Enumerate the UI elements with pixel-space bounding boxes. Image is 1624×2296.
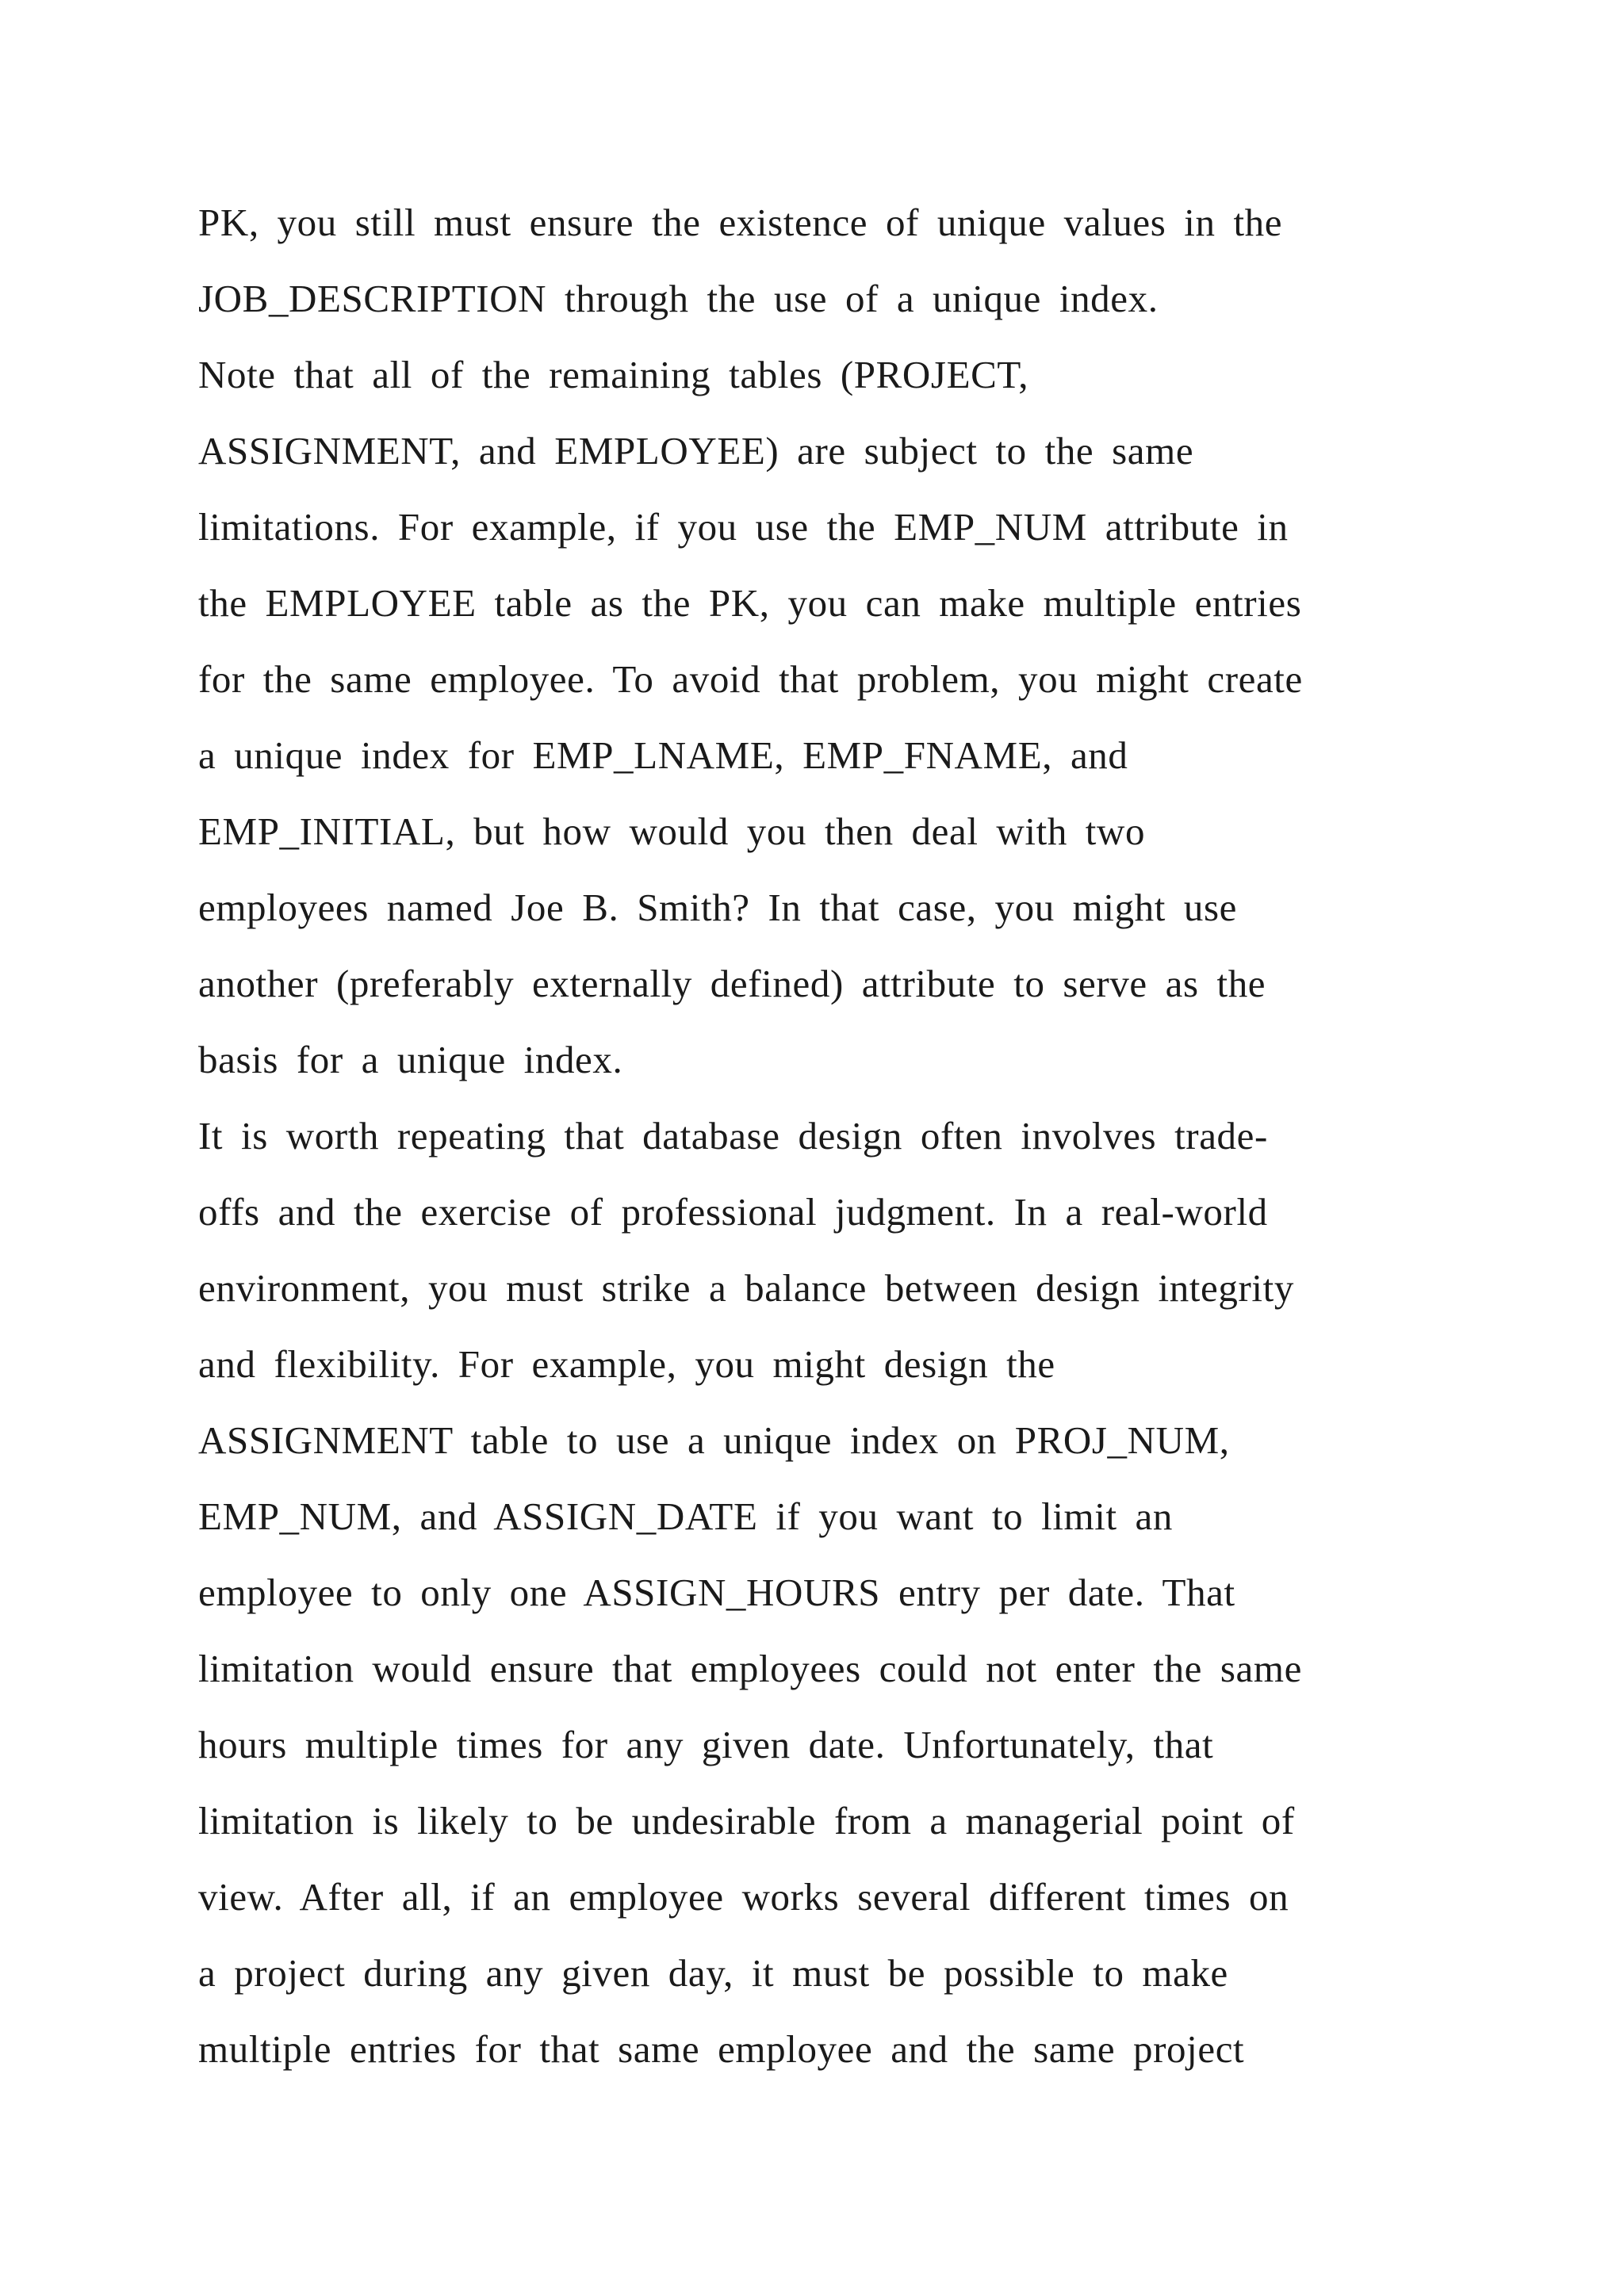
text-line: ASSIGNMENT, and EMPLOYEE) are subject to the same xyxy=(198,429,1194,473)
text-line: view. After all, if an employee works several different times on xyxy=(198,1875,1289,1919)
text-line: EMP_INITIAL, but how would you then deal with two xyxy=(198,809,1146,853)
text-line: for the same employee. To avoid that problem, you might create xyxy=(198,657,1303,701)
text-line: JOB_DESCRIPTION through the use of a unique index. xyxy=(198,277,1159,320)
text-line: offs and the exercise of professional judgment. In a real-world xyxy=(198,1190,1268,1234)
text-line: ASSIGNMENT table to use a unique index on PROJ_NUM, xyxy=(198,1418,1230,1462)
text-line: employees named Joe B. Smith? In that case, you might use xyxy=(198,886,1237,929)
text-line: PK, you still must ensure the existence of unique values in the xyxy=(198,201,1283,244)
body-text xyxy=(198,185,1483,2087)
text-line: the EMPLOYEE table as the PK, you can make multiple entries xyxy=(198,581,1302,625)
text-line: a project during any given day, it must be possible to make xyxy=(198,1951,1228,1995)
text-line: basis for a unique index. xyxy=(198,1038,623,1081)
text-line: hours multiple times for any given date. Unfortunately, that xyxy=(198,1723,1214,1766)
text-line: multiple entries for that same employee and the same project xyxy=(198,2027,1245,2071)
text-line: limitation would ensure that employees could not enter the same xyxy=(198,1647,1302,1690)
text-line: EMP_NUM, and ASSIGN_DATE if you want to limit an xyxy=(198,1494,1173,1538)
text-line: limitation is likely to be undesirable from a managerial point of xyxy=(198,1799,1295,1843)
text-line: another (preferably externally defined) attribute to serve as the xyxy=(198,962,1266,1005)
text-line: It is worth repeating that database design often involves trade- xyxy=(198,1114,1268,1158)
text-line: environment, you must strike a balance between design integrity xyxy=(198,1266,1294,1310)
text-line: and flexibility. For example, you might design the xyxy=(198,1342,1055,1386)
text-line: a unique index for EMP_LNAME, EMP_FNAME, and xyxy=(198,733,1128,777)
text-line: employee to only one ASSIGN_HOURS entry per date. That xyxy=(198,1571,1235,1614)
text-line: limitations. For example, if you use the EMP_NUM attribute in xyxy=(198,505,1289,549)
text-line: Note that all of the remaining tables (PROJECT, xyxy=(198,353,1029,396)
